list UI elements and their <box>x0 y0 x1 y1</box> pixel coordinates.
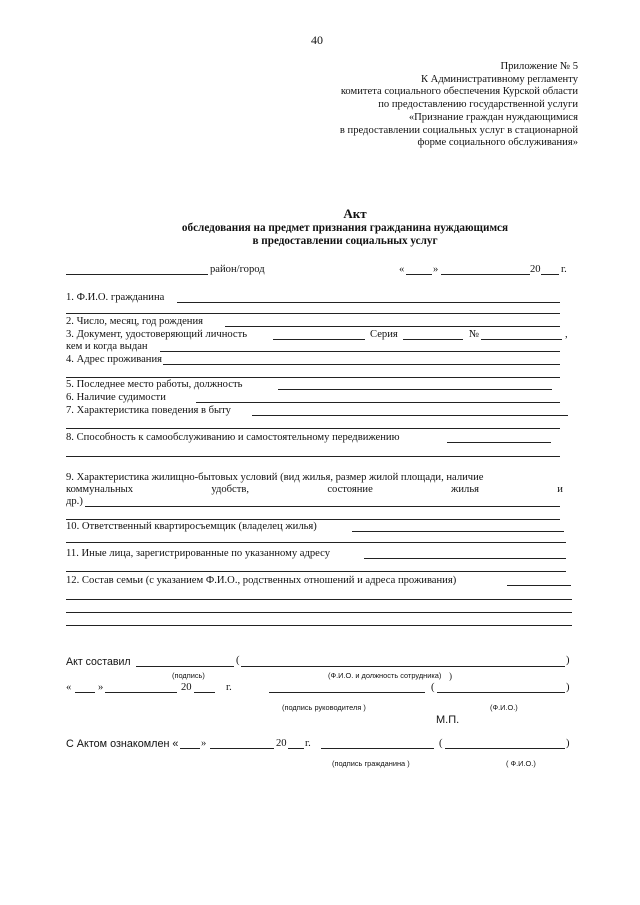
employee-caption: (Ф.И.О. и должность сотрудника) <box>328 671 442 680</box>
compiled-sign-line <box>136 666 234 667</box>
head-fio-caption: (Ф.И.О.) <box>490 703 518 712</box>
field-3-comma: , <box>565 329 568 340</box>
field-9-word: удобств, <box>211 484 250 495</box>
date-year-suffix: г. <box>561 264 567 275</box>
field-9-label: 9. Характеристика жилищно-бытовых условий (вид жилья, размер жилой площади, наличие <box>66 472 484 483</box>
citizen-sign-caption: (подпись гражданина ) <box>332 759 410 768</box>
field-3-number-label: № <box>469 329 480 340</box>
field-7-line <box>252 415 568 416</box>
appendix-line: форме социального обслуживания» <box>417 137 578 149</box>
sign-date-year-suffix: г. <box>226 682 232 693</box>
field-3-doc-line <box>273 339 365 340</box>
field-3-label: 3. Документ, удостоверяющий личность <box>66 329 248 340</box>
doc-subtitle: в предоставлении социальных услуг <box>252 235 438 247</box>
field-11-extra-line <box>66 571 566 572</box>
field-11-line <box>364 558 566 559</box>
field-3-number-line <box>481 339 562 340</box>
field-12-extra-line <box>66 625 572 626</box>
field-3-issued-line <box>160 351 560 352</box>
appendix-line: в предоставлении социальных услуг в стационарной <box>339 124 578 136</box>
field-1-extra-line <box>66 313 560 314</box>
date-quote-open: « <box>399 264 405 275</box>
appendix-line: по предоставлению государственной услуги <box>378 99 578 111</box>
field-9-word: и <box>557 484 563 495</box>
acq-year-line <box>288 748 304 749</box>
date-day-line <box>406 274 432 275</box>
field-1-line <box>177 302 560 303</box>
field-5-label: 5. Последнее место работы, должность <box>66 379 243 390</box>
sign-date-quote-close: » <box>98 682 104 693</box>
appendix-line: «Признание граждан нуждающимися <box>408 111 578 123</box>
field-12-extra-line <box>66 612 572 613</box>
district-label: район/город <box>210 264 265 275</box>
sign-caption: (подпись) <box>172 671 205 680</box>
field-3-series-line <box>403 339 463 340</box>
field-10-extra-line <box>66 542 566 543</box>
field-9-word: жилья <box>451 484 480 495</box>
field-6-label: 6. Наличие судимости <box>66 392 166 403</box>
head-sign-line <box>269 692 425 693</box>
citizen-paren-open: ( <box>439 738 443 749</box>
acq-year: 20 <box>276 738 287 749</box>
sign-date-year-line <box>194 692 215 693</box>
head-sign-caption: (подпись руководителя ) <box>282 703 366 712</box>
field-9-line <box>85 506 560 507</box>
field-9-extra-line <box>66 519 560 520</box>
acq-year-suffix: г. <box>305 738 311 749</box>
doc-subtitle: обследования на предмет признания гражданина нуждающимся <box>181 222 509 234</box>
compiled-label: Акт составил <box>66 656 131 668</box>
field-6-line <box>196 402 560 403</box>
field-4-extra-line <box>66 377 560 378</box>
sign-date-quote-open: « <box>66 682 72 693</box>
field-7-label: 7. Характеристика поведения в быту <box>66 405 231 416</box>
acq-day-line <box>180 748 200 749</box>
field-2-line <box>225 326 560 327</box>
field-2-label: 2. Число, месяц, год рождения <box>66 316 204 327</box>
acquainted-label: С Актом ознакомлен « <box>66 738 179 750</box>
field-1-label: 1. Ф.И.О. гражданина <box>66 292 165 303</box>
date-quote-close: » <box>433 264 439 275</box>
date-month-line <box>441 274 530 275</box>
field-5-line <box>278 389 552 390</box>
doc-title: Акт <box>343 206 367 221</box>
compiled-fio-line <box>241 666 565 667</box>
sign-date-day-line <box>75 692 95 693</box>
field-11-label: 11. Иные лица, зарегистрированные по указанному адресу <box>66 548 330 559</box>
compiled-paren-close: ) <box>566 655 570 666</box>
citizen-fio-caption: ( Ф.И.О.) <box>506 759 536 768</box>
field-8-label: 8. Способность к самообслуживанию и самостоятельному передвижению <box>66 432 400 443</box>
field-10-label: 10. Ответственный квартиросъемщик (владелец жилья) <box>66 521 317 532</box>
appendix-line: Приложение № 5 <box>500 61 578 72</box>
field-10-line <box>352 531 564 532</box>
field-12-line <box>507 585 571 586</box>
sign-date-month-line <box>105 692 177 693</box>
date-year-line <box>541 274 559 275</box>
field-3-issued-label: кем и когда выдан <box>66 341 148 352</box>
field-4-line <box>163 364 560 365</box>
compiled-paren-open: ( <box>236 655 240 666</box>
appendix-block <box>258 61 578 150</box>
field-8-extra-line <box>66 456 560 457</box>
head-paren-open: ( <box>431 682 435 693</box>
sign-date-year: 20 <box>181 682 192 693</box>
field-9-label-end: др.) <box>66 496 83 507</box>
acq-quote-close: » <box>201 738 207 749</box>
page-number: 40 <box>311 33 323 47</box>
citizen-paren-close: ) <box>566 738 570 749</box>
field-9-word: коммунальных <box>66 484 134 495</box>
appendix-line: К Административному регламенту <box>420 73 578 85</box>
field-4-label: 4. Адрес проживания <box>66 354 163 365</box>
appendix-line: комитета социального обеспечения Курской области <box>340 86 578 98</box>
field-7-extra-line <box>66 428 560 429</box>
district-line <box>66 274 208 275</box>
employee-caption-paren: ) <box>449 671 452 681</box>
head-fio-line <box>437 692 565 693</box>
field-9-justified-line <box>66 484 563 496</box>
citizen-sign-line <box>321 748 434 749</box>
field-12-label: 12. Состав семьи (с указанием Ф.И.О., родственных отношений и адреса проживания) <box>66 575 457 586</box>
field-8-line <box>447 442 551 443</box>
head-paren-close: ) <box>566 682 570 693</box>
field-9-word: состояние <box>327 484 373 495</box>
date-year: 20 <box>530 264 541 275</box>
acq-month-line <box>210 748 274 749</box>
stamp-place: М.П. <box>436 714 460 726</box>
field-12-extra-line <box>66 599 572 600</box>
field-3-series-label: Серия <box>370 329 398 340</box>
citizen-fio-line <box>445 748 565 749</box>
